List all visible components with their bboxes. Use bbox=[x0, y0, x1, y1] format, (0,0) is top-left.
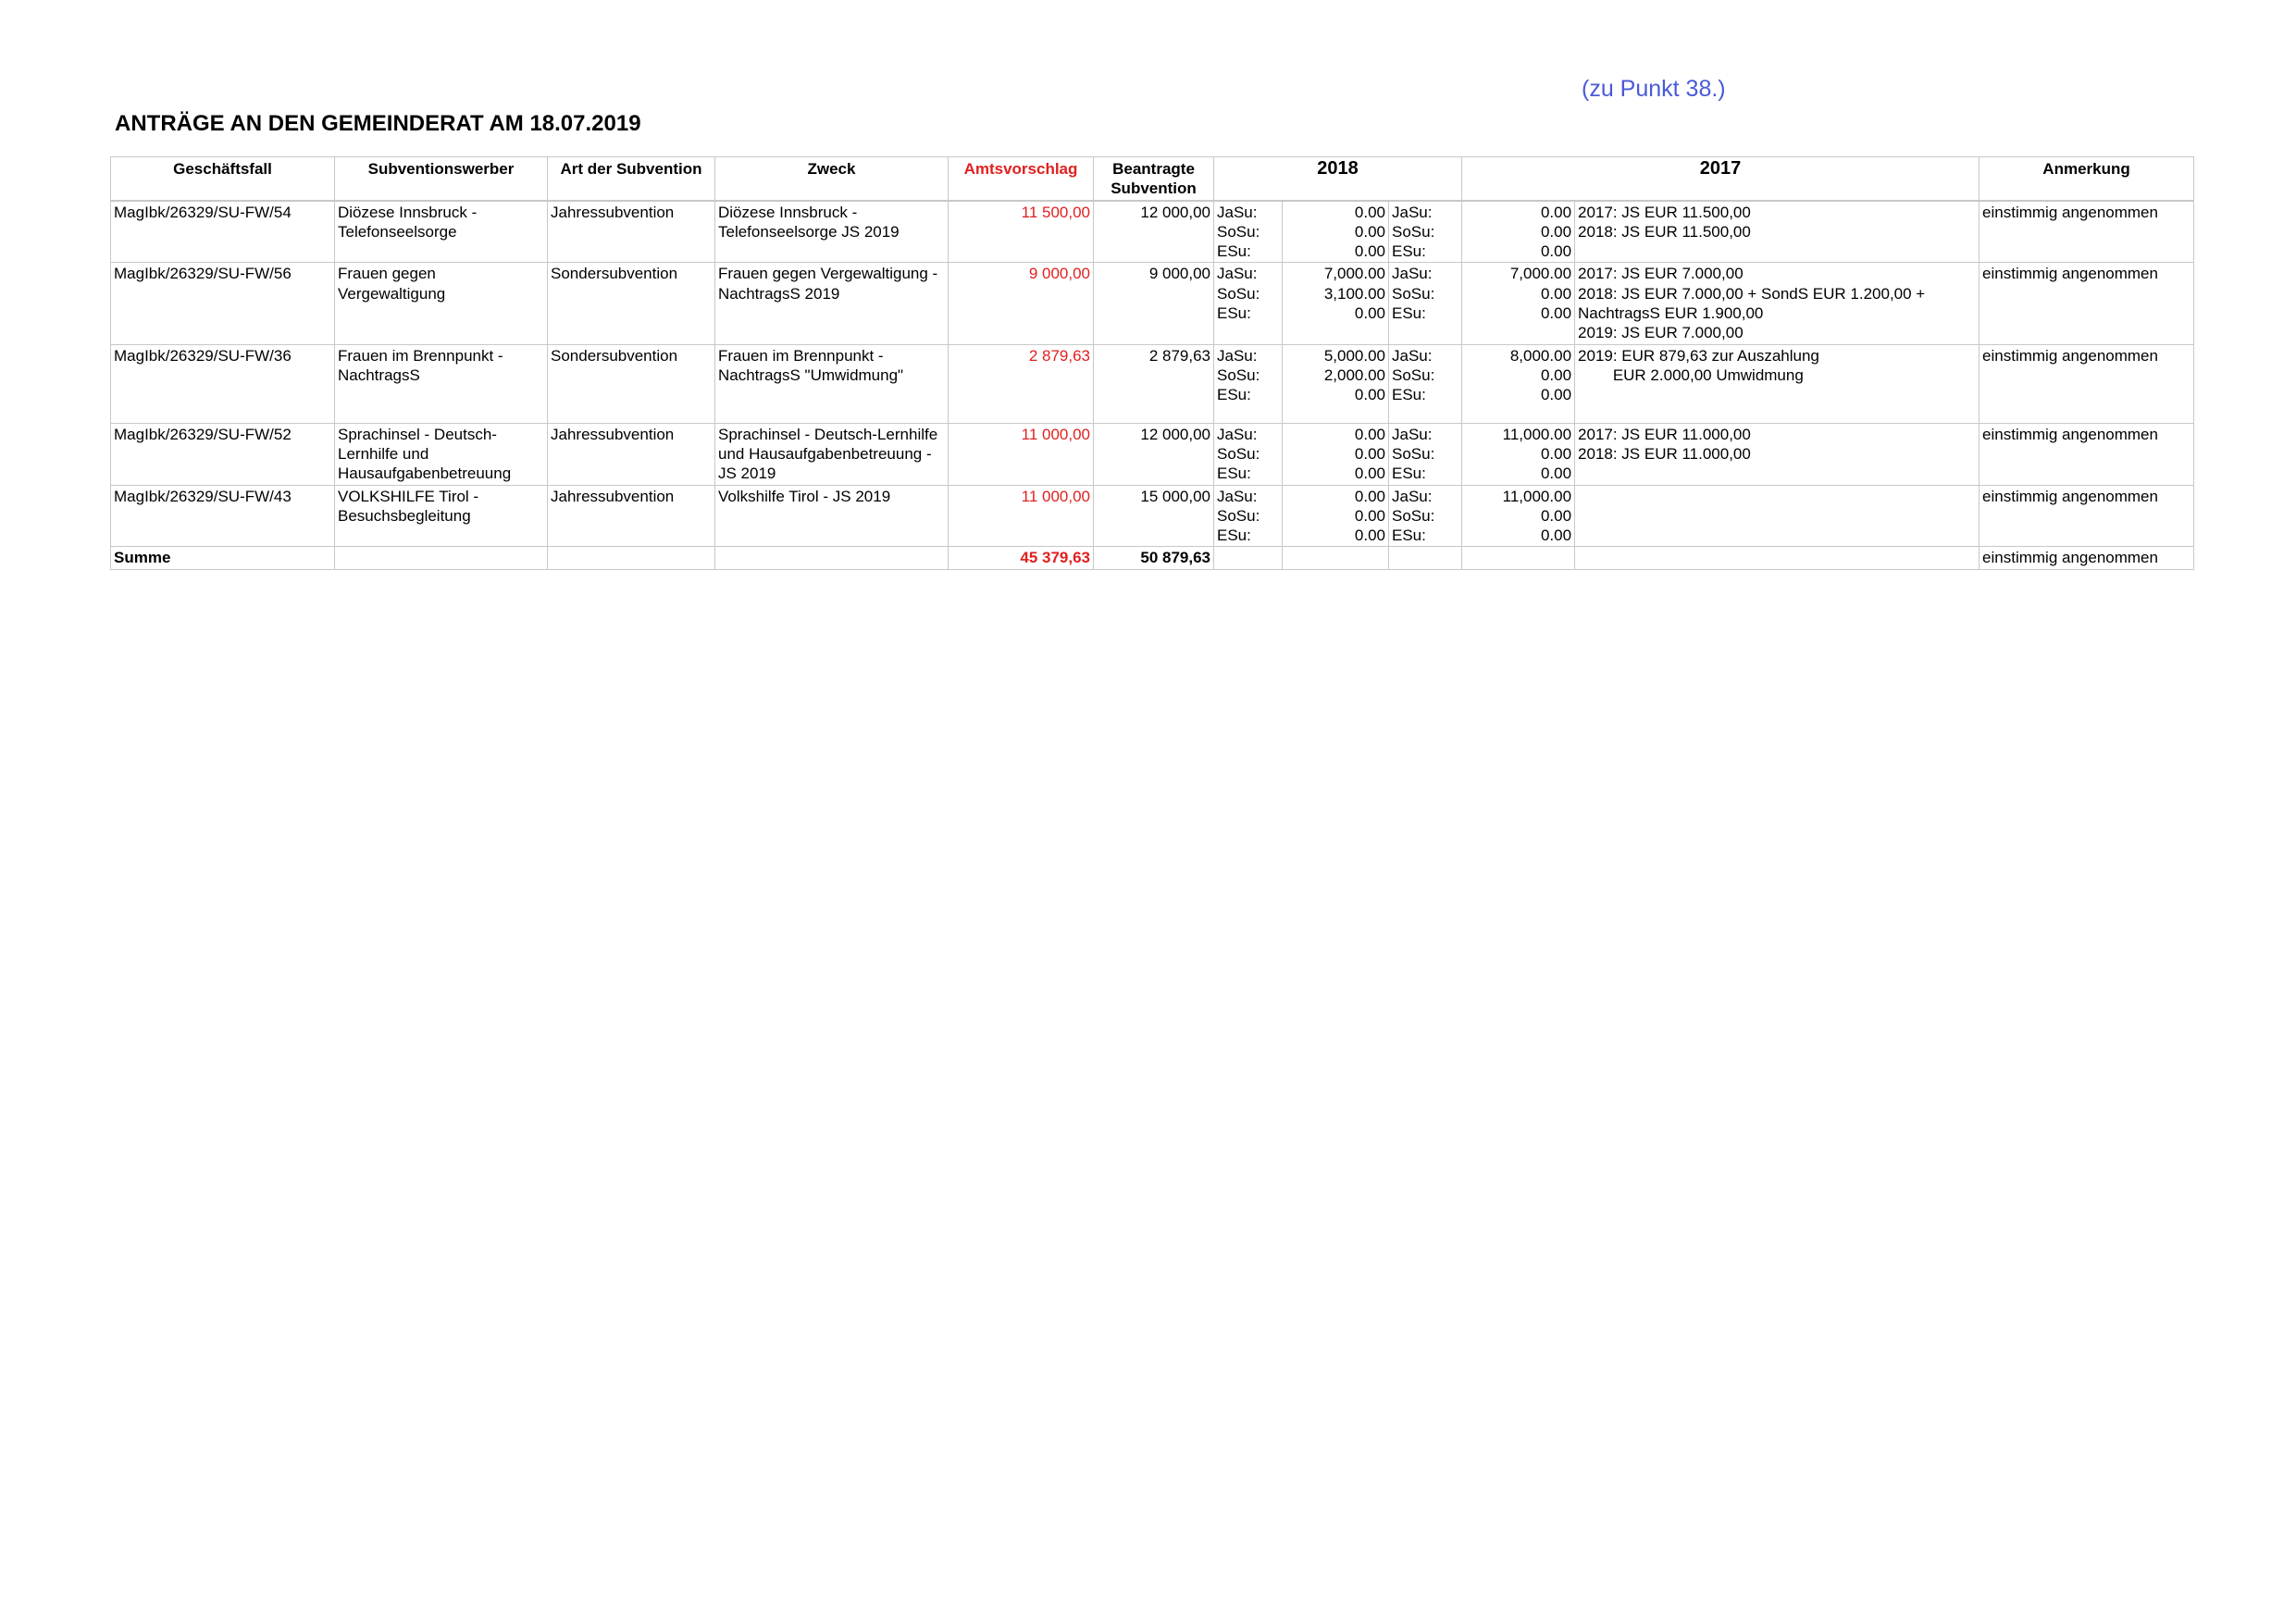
labels-2018-cell-line: JaSu: bbox=[1217, 346, 1258, 365]
values-2018-cell-line: 0.00 bbox=[1354, 506, 1385, 525]
beantragt-cell: 15 000,00 bbox=[1094, 485, 1214, 547]
labels-2017-cell-line: ESu: bbox=[1392, 242, 1426, 261]
table-row bbox=[111, 344, 2194, 423]
anmerkung-cell bbox=[1575, 485, 1980, 547]
values-2017-cell-line: 0.00 bbox=[1540, 365, 1572, 384]
labels-2017-cell-line: ESu: bbox=[1392, 304, 1426, 323]
labels-2018-cell bbox=[1214, 485, 1283, 547]
header-amtsvorschlag: Amtsvorschlag bbox=[949, 157, 1094, 201]
labels-2017-cell-line: SoSu: bbox=[1392, 506, 1435, 525]
labels-2017-cell-line: JaSu: bbox=[1392, 425, 1433, 443]
values-2017-cell-line: 11,000.00 bbox=[1502, 487, 1572, 505]
values-2018-cell-line: 3,100.00 bbox=[1323, 284, 1385, 303]
sum-amtsvorschlag: 45 379,63 bbox=[949, 547, 1094, 569]
geschaeftsfall-cell: MagIbk/26329/SU-FW/56 bbox=[111, 263, 335, 344]
labels-2018-cell bbox=[1214, 263, 1283, 344]
zweck-cell-line: Telefonseelsorge JS 2019 bbox=[718, 222, 900, 241]
values-2018-cell-line: 2,000.00 bbox=[1323, 365, 1385, 384]
zweck-cell bbox=[715, 485, 949, 547]
zweck-cell-line: JS 2019 bbox=[718, 465, 776, 483]
subsidy-table bbox=[110, 156, 2194, 570]
header-geschaeftsfall: Geschäftsfall bbox=[111, 157, 335, 201]
values-2018-cell bbox=[1283, 423, 1389, 485]
labels-2017-cell bbox=[1389, 201, 1462, 263]
geschaeftsfall-cell: MagIbk/26329/SU-FW/43 bbox=[111, 485, 335, 547]
values-2018-cell bbox=[1283, 344, 1389, 423]
labels-2018-cell bbox=[1214, 201, 1283, 263]
header-art: Art der Subvention bbox=[548, 157, 715, 201]
labels-2017-cell-line: SoSu: bbox=[1392, 284, 1435, 303]
sum-beantragt: 50 879,63 bbox=[1094, 547, 1214, 569]
abstimmung-cell: einstimmig angenommen bbox=[1980, 485, 2194, 547]
zweck-cell-line: Frauen gegen Vergewaltigung - bbox=[718, 265, 938, 283]
zweck-cell bbox=[715, 423, 949, 485]
labels-2017-cell-line: JaSu: bbox=[1392, 346, 1433, 365]
zweck-cell-line: NachtragsS "Umwidmung" bbox=[718, 365, 904, 384]
labels-2018-cell-line: JaSu: bbox=[1217, 203, 1258, 221]
table-header-row bbox=[111, 157, 2194, 201]
anmerkung-cell-line: 2018: JS EUR 11.500,00 bbox=[1578, 222, 1751, 241]
labels-2018-cell-line: SoSu: bbox=[1217, 222, 1260, 241]
amtsvorschlag-cell: 11 000,00 bbox=[949, 485, 1094, 547]
beantragt-cell: 12 000,00 bbox=[1094, 201, 1214, 263]
anmerkung-cell-line: 2018: JS EUR 11.000,00 bbox=[1578, 444, 1751, 463]
beantragt-cell: 12 000,00 bbox=[1094, 423, 1214, 485]
subventionswerber-cell bbox=[335, 423, 548, 485]
zweck-cell bbox=[715, 201, 949, 263]
labels-2018-cell bbox=[1214, 344, 1283, 423]
subventionswerber-cell-line: Diözese Innsbruck - bbox=[338, 203, 478, 221]
values-2018-cell-line: 5,000.00 bbox=[1323, 346, 1385, 365]
values-2018-cell bbox=[1283, 263, 1389, 344]
values-2017-cell-line: 0.00 bbox=[1540, 304, 1572, 323]
anmerkung-cell-line: 2017: JS EUR 11.000,00 bbox=[1578, 425, 1751, 443]
art-cell: Sondersubvention bbox=[548, 263, 715, 344]
labels-2018-cell-line: SoSu: bbox=[1217, 365, 1260, 384]
subventionswerber-cell-line: Frauen im Brennpunkt - bbox=[338, 346, 503, 365]
values-2018-cell bbox=[1283, 485, 1389, 547]
abstimmung-cell: einstimmig angenommen bbox=[1980, 263, 2194, 344]
values-2018-cell-line: 0.00 bbox=[1354, 304, 1385, 323]
values-2018-cell-line: 0.00 bbox=[1354, 203, 1385, 221]
values-2017-cell-line: 0.00 bbox=[1540, 506, 1572, 525]
header-beantragte-subvention: Beantragte Subvention bbox=[1094, 157, 1214, 201]
labels-2018-cell-line: ESu: bbox=[1217, 465, 1251, 483]
values-2017-cell bbox=[1462, 263, 1575, 344]
values-2017-cell-line: 0.00 bbox=[1540, 284, 1572, 303]
zweck-cell-line: Frauen im Brennpunkt - bbox=[718, 346, 884, 365]
table-row bbox=[111, 485, 2194, 547]
values-2018-cell-line: 0.00 bbox=[1354, 222, 1385, 241]
subventionswerber-cell bbox=[335, 201, 548, 263]
amtsvorschlag-cell: 11 500,00 bbox=[949, 201, 1094, 263]
labels-2017-cell bbox=[1389, 263, 1462, 344]
labels-2017-cell-line: JaSu: bbox=[1392, 487, 1433, 505]
art-cell: Jahressubvention bbox=[548, 201, 715, 263]
anmerkung-cell bbox=[1575, 201, 1980, 263]
values-2017-cell-line: 0.00 bbox=[1540, 465, 1572, 483]
table-row bbox=[111, 423, 2194, 485]
table-row bbox=[111, 201, 2194, 263]
subventionswerber-cell bbox=[335, 485, 548, 547]
labels-2017-cell-line: ESu: bbox=[1392, 386, 1426, 404]
values-2017-cell-line: 8,000.00 bbox=[1509, 346, 1572, 365]
geschaeftsfall-cell: MagIbk/26329/SU-FW/54 bbox=[111, 201, 335, 263]
zweck-cell-line: Diözese Innsbruck - bbox=[718, 203, 858, 221]
values-2017-cell bbox=[1462, 485, 1575, 547]
amtsvorschlag-cell: 9 000,00 bbox=[949, 263, 1094, 344]
labels-2018-cell-line: ESu: bbox=[1217, 386, 1251, 404]
values-2017-cell-line: 0.00 bbox=[1540, 222, 1572, 241]
labels-2018-cell-line: ESu: bbox=[1217, 242, 1251, 261]
values-2017-cell-line: 0.00 bbox=[1540, 386, 1572, 404]
subventionswerber-cell-line: Lernhilfe und bbox=[338, 444, 429, 463]
values-2017-cell bbox=[1462, 344, 1575, 423]
labels-2018-cell bbox=[1214, 423, 1283, 485]
labels-2017-cell-line: SoSu: bbox=[1392, 222, 1435, 241]
subventionswerber-cell-line: Besuchsbegleitung bbox=[338, 506, 471, 525]
values-2018-cell-line: 0.00 bbox=[1354, 425, 1385, 443]
anmerkung-cell bbox=[1575, 344, 1980, 423]
values-2017-cell-line: 0.00 bbox=[1540, 444, 1572, 463]
anmerkung-cell-line: EUR 2.000,00 Umwidmung bbox=[1578, 365, 1804, 384]
anmerkung-cell-line: 2019: EUR 879,63 zur Auszahlung bbox=[1578, 346, 1819, 365]
subventionswerber-cell bbox=[335, 263, 548, 344]
zweck-cell-line: Sprachinsel - Deutsch-Lernhilfe bbox=[718, 425, 938, 443]
labels-2018-cell-line: SoSu: bbox=[1217, 284, 1260, 303]
values-2018-cell-line: 0.00 bbox=[1354, 487, 1385, 505]
amtsvorschlag-cell: 2 879,63 bbox=[949, 344, 1094, 423]
zweck-cell-line: und Hausaufgabenbetreuung - bbox=[718, 444, 932, 463]
table-row bbox=[111, 263, 2194, 344]
zweck-cell-line: NachtragsS 2019 bbox=[718, 284, 840, 303]
values-2017-cell-line: 0.00 bbox=[1540, 242, 1572, 261]
header-year-2018: 2018 bbox=[1214, 157, 1462, 201]
subventionswerber-cell-line: NachtragsS bbox=[338, 365, 420, 384]
amtsvorschlag-cell: 11 000,00 bbox=[949, 423, 1094, 485]
sum-row bbox=[111, 547, 2194, 569]
labels-2018-cell-line: ESu: bbox=[1217, 304, 1251, 323]
values-2018-cell-line: 0.00 bbox=[1354, 444, 1385, 463]
labels-2018-cell-line: ESu: bbox=[1217, 527, 1251, 545]
values-2018-cell-line: 0.00 bbox=[1354, 242, 1385, 261]
header-zweck: Zweck bbox=[715, 157, 949, 201]
labels-2017-cell-line: SoSu: bbox=[1392, 444, 1435, 463]
subventionswerber-cell-line: Hausaufgabenbetreuung bbox=[338, 465, 512, 483]
values-2018-cell-line: 0.00 bbox=[1354, 386, 1385, 404]
header-subventionswerber: Subventionswerber bbox=[335, 157, 548, 201]
subventionswerber-cell bbox=[335, 344, 548, 423]
values-2018-cell-line: 0.00 bbox=[1354, 465, 1385, 483]
anmerkung-cell-line: 2018: JS EUR 7.000,00 + SondS EUR 1.200,00 + bbox=[1578, 284, 1926, 303]
anmerkung-cell-line: 2019: JS EUR 7.000,00 bbox=[1578, 324, 1744, 342]
labels-2018-cell-line: SoSu: bbox=[1217, 506, 1260, 525]
sum-abstimmung: einstimmig angenommen bbox=[1980, 547, 2194, 569]
labels-2017-cell bbox=[1389, 485, 1462, 547]
values-2017-cell-line: 0.00 bbox=[1540, 203, 1572, 221]
abstimmung-cell: einstimmig angenommen bbox=[1980, 344, 2194, 423]
labels-2017-cell-line: JaSu: bbox=[1392, 265, 1433, 283]
anmerkung-cell bbox=[1575, 263, 1980, 344]
art-cell: Sondersubvention bbox=[548, 344, 715, 423]
labels-2017-cell bbox=[1389, 344, 1462, 423]
values-2017-cell bbox=[1462, 423, 1575, 485]
labels-2017-cell-line: ESu: bbox=[1392, 527, 1426, 545]
labels-2018-cell-line: JaSu: bbox=[1217, 425, 1258, 443]
page-title: ANTRÄGE AN DEN GEMEINDERAT AM 18.07.2019 bbox=[115, 111, 641, 136]
geschaeftsfall-cell: MagIbk/26329/SU-FW/36 bbox=[111, 344, 335, 423]
header-year-2017: 2017 bbox=[1462, 157, 1980, 201]
labels-2017-cell bbox=[1389, 423, 1462, 485]
zweck-cell-line: Volkshilfe Tirol - JS 2019 bbox=[718, 487, 891, 505]
values-2018-cell-line: 7,000.00 bbox=[1323, 265, 1385, 283]
labels-2017-cell-line: SoSu: bbox=[1392, 365, 1435, 384]
values-2017-cell-line: 0.00 bbox=[1540, 527, 1572, 545]
labels-2017-cell-line: ESu: bbox=[1392, 465, 1426, 483]
subventionswerber-cell-line: Sprachinsel - Deutsch- bbox=[338, 425, 497, 443]
art-cell: Jahressubvention bbox=[548, 423, 715, 485]
subventionswerber-cell-line: Frauen gegen bbox=[338, 265, 436, 283]
zweck-cell bbox=[715, 344, 949, 423]
labels-2018-cell-line: JaSu: bbox=[1217, 265, 1258, 283]
values-2017-cell bbox=[1462, 201, 1575, 263]
values-2018-cell-line: 0.00 bbox=[1354, 527, 1385, 545]
subventionswerber-cell-line: Vergewaltigung bbox=[338, 284, 446, 303]
anmerkung-cell-line: NachtragsS EUR 1.900,00 bbox=[1578, 304, 1764, 323]
beantragt-cell: 9 000,00 bbox=[1094, 263, 1214, 344]
subventionswerber-cell-line: Telefonseelsorge bbox=[338, 222, 457, 241]
beantragt-cell: 2 879,63 bbox=[1094, 344, 1214, 423]
values-2017-cell-line: 7,000.00 bbox=[1509, 265, 1572, 283]
zweck-cell bbox=[715, 263, 949, 344]
abstimmung-cell: einstimmig angenommen bbox=[1980, 423, 2194, 485]
anmerkung-cell-line: 2017: JS EUR 7.000,00 bbox=[1578, 265, 1744, 283]
anmerkung-cell-line: 2017: JS EUR 11.500,00 bbox=[1578, 203, 1751, 221]
subventionswerber-cell-line: VOLKSHILFE Tirol - bbox=[338, 487, 479, 505]
geschaeftsfall-cell: MagIbk/26329/SU-FW/52 bbox=[111, 423, 335, 485]
abstimmung-cell: einstimmig angenommen bbox=[1980, 201, 2194, 263]
art-cell: Jahressubvention bbox=[548, 485, 715, 547]
labels-2017-cell-line: JaSu: bbox=[1392, 203, 1433, 221]
labels-2018-cell-line: JaSu: bbox=[1217, 487, 1258, 505]
labels-2018-cell-line: SoSu: bbox=[1217, 444, 1260, 463]
sum-label: Summe bbox=[111, 547, 335, 569]
agenda-item-reference: (zu Punkt 38.) bbox=[1582, 76, 1726, 102]
anmerkung-cell bbox=[1575, 423, 1980, 485]
header-anmerkung: Anmerkung bbox=[1980, 157, 2194, 201]
values-2017-cell-line: 11,000.00 bbox=[1502, 425, 1572, 443]
values-2018-cell bbox=[1283, 201, 1389, 263]
